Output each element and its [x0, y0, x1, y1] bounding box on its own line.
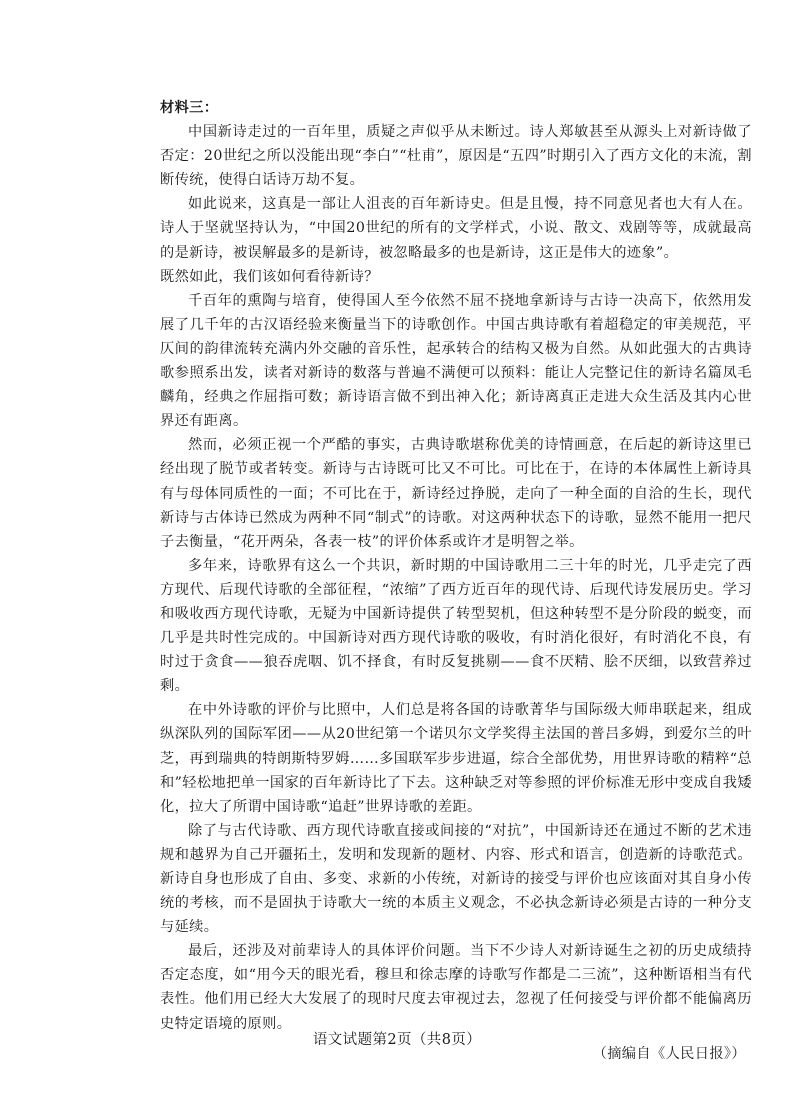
article-body — [160, 96, 752, 1066]
paragraph-6: 多年来，诗歌界有这么一个共识，新时期的中国诗歌用二三十年的时光，几乎走完了西方现代、后现代诗歌的全部征程，“浓缩”了西方近百年的现代诗、后现代诗发展历史。学习和吸收西方现代诗歌，无疑为中国新诗提供了转型契机，但这种转型不是分阶段的蜕变，而几乎是共时性完成的。中国新诗对西方现代诗歌的吸收，有时消化很好，有时消化不良，有时过于贪食——狼吞虎咽、饥不择食，有时反复挑剔——食不厌精、脍不厌细，以致营养过剩。 — [160, 557, 752, 695]
paragraph-7: 在中外诗歌的评价与比照中，人们总是将各国的诗歌菁华与国际级大师串联起来，组成纵深队列的国际军团——从20世纪第一个诺贝尔文学奖得主法国的普吕多姆，到爱尔兰的叶芝，再到瑞典的特朗斯特罗姆……多国联军步步进逼，综合全部优势，用世界诗歌的精粹“总和”轻松地把单一国家的百年新诗比了下去。这种缺乏对等参照的评价标准无形中变成自我矮化，拉大了所谓中国诗歌“追赶”世界诗歌的差距。 — [160, 702, 752, 815]
paragraph-4: 千百年的熏陶与培育，使得国人至今依然不屈不挠地拿新诗与古诗一决高下，依然用发展了几千年的古汉语经验来衡量当下的诗歌创作。中国古典诗歌有着超稳定的审美规范，平仄间的韵律流转充满内外交融的音乐性，起承转合的结构又极为自然。从如此强大的古典诗歌参照系出发，读者对新诗的数落与普遍不满便可以预料：能让人完整记住的新诗名篇凤毛麟角，经典之作屈指可数；新诗语言做不到出神入化；新诗离真正走进大众生活及其内心世界还有距离。 — [160, 292, 752, 430]
page-footer: 语文试题第2页（共8页） — [312, 1032, 482, 1048]
paragraph-3: 既然如此，我们该如何看待新诗？ — [160, 268, 379, 285]
material-heading: 材料三： — [160, 100, 219, 116]
paragraph-9: 最后，还涉及对前辈诗人的具体评价问题。当下不少诗人对新诗诞生之初的历史成绩持否定态度，如“用今天的眼光看，穆旦和徐志摩的诗歌写作都是二三流”，这种断语相当有代表性。他们用已经大大发展了的现时尺度去审视过去，忽视了任何接受与评价都不能偏离历史特定语境的原则。 — [160, 943, 752, 1032]
paragraph-2: 如此说来，这真是一部让人沮丧的百年新诗史。但是且慢，持不同意见者也大有人在。诗人于坚就坚持认为，“中国20世纪的所有的文学样式，小说、散文、戏剧等等，成就最高的是新诗，被误解最多的是新诗，被忽略最多的也是新诗，这正是伟大的迹象”。 — [160, 196, 752, 261]
paragraph-5: 然而，必须正视一个严酷的事实，古典诗歌堪称优美的诗情画意，在后起的新诗这里已经出现了脱节或者转变。新诗与古诗既可比又不可比。可比在于，在诗的本体属性上新诗具有与母体同质性的一面；不可比在于，新诗经过挣脱，走向了一种全面的自洽的生长，现代新诗与古体诗已然成为两种不同“制式”的诗歌。对这两种状态下的诗歌，显然不能用一把尺子去衡量，“花开两朵，各表一枝”的评价体系或许才是明智之举。 — [160, 437, 752, 550]
source-citation: （摘编自《人民日报》） — [592, 1045, 746, 1062]
paragraph-8: 除了与古代诗歌、西方现代诗歌直接或间接的“对抗”，中国新诗还在通过不断的艺术违规和越界为自己开疆拓土，发明和发现新的题材、内容、形式和语言，创造新的诗歌范式。新诗自身也形成了自由、多变、求新的小传统，对新诗的接受与评价也应该面对其自身小传统的考核，而不是固执于诗歌大一统的本质主义观念，不必执念新诗必须是古诗的一种分支与延续。 — [160, 822, 752, 936]
paragraph-1: 中国新诗走过的一百年里，质疑之声似乎从未断过。诗人郑敏甚至从源头上对新诗做了否定：20世纪之所以没能出现“李白”“杜甫”，原因是“五四”时期引入了西方文化的末流，割断传统，使得白话诗万劫不复。 — [160, 124, 752, 189]
